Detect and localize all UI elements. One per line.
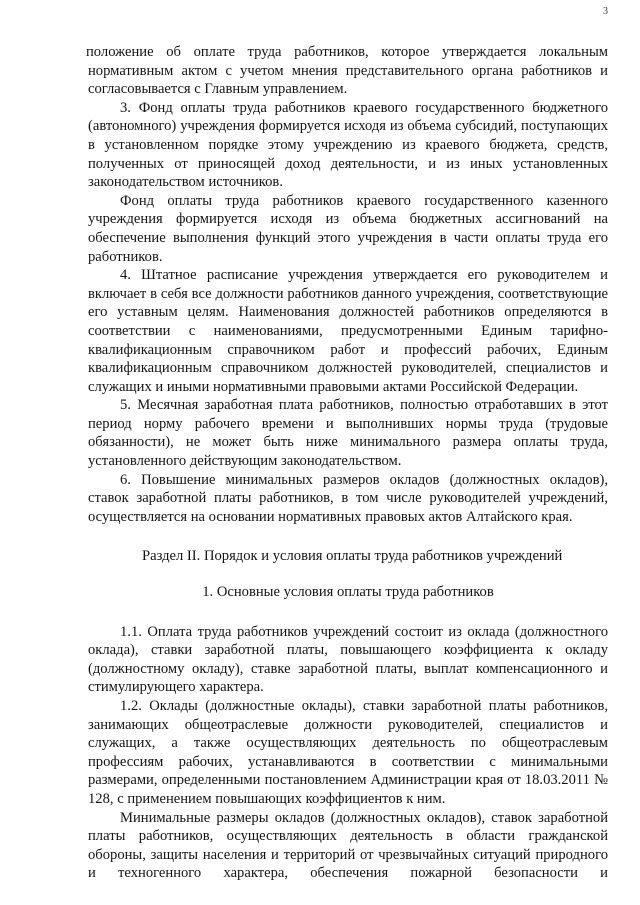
document-body xyxy=(88,43,608,883)
paragraph-1-1: 1.1. Оплата труда работников учреждений состоит из оклада (должностного оклада), ставки заработной платы, повышающего коэффициента к окладу (должностному окладу), ставке заработной платы, выплат компенсационного и стимулирующего характера. xyxy=(88,623,608,696)
section-title: Раздел II. Порядок и условия оплаты труда работников учреждений xyxy=(142,548,563,565)
section-subtitle: 1. Основные условия оплаты труда работников xyxy=(202,584,494,601)
page-number: 3 xyxy=(603,6,608,17)
paragraph-5: 5. Месячная заработная плата работников, полностью отработавших в этот период норму рабочего времени и выполнивших нормы труда (трудовые обязанности), не может быть ниже минимального размера оплаты труда, установленного действующим законодательством. xyxy=(88,397,608,470)
paragraph-minimal-sizes: Минимальные размеры окладов (должностных окладов), ставок заработной платы работников, осуществляющих деятельность в области гражданской обороны, защиты населения и территорий от чрезвычайных ситуаций природного и техногенного характера, обеспечения пожарной безопасности и xyxy=(88,809,608,882)
paragraph-4: 4. Штатное расписание учреждения утверждается его руководителем и включает в себя все должности работников данного учреждения, соответствующие его уставным целям. Наименования должностей работников определяются в соответствии с наименованиями, предусмотренными Единым тарифно-квалификационным справочником работ и профессий рабочих, Единым квалификационным справочником должностей руководителей, специалистов и служащих и иными нормативными правовыми актами Российской Федерации. xyxy=(88,267,608,395)
paragraph-1-2: 1.2. Оклады (должностные оклады), ставки заработной платы работников, занимающих общеотраслевые должности руководителей, специалистов и служащих, а также осуществляющих деятельность по общеотраслевым профессиям рабочих, устанавливаются в соответствии с минимальными размерами, определенными постановлением Администрации края от 18.03.2011 № 128, с применением повышающих коэффициентов к ним. xyxy=(88,698,608,807)
paragraph-6: 6. Повышение минимальных размеров окладов (должностных окладов), ставок заработной платы работников, в том числе руководителей учреждений, осуществляется на основании нормативных правовых актов Алтайского края. xyxy=(88,471,608,525)
paragraph-fund-kazennoe: Фонд оплаты труда работников краевого государственного казенного учреждения формируется исходя из объема бюджетных ассигнований на обеспечение выполнения функций этого учреждения в части оплаты труда его работников. xyxy=(88,192,608,265)
paragraph-3: 3. Фонд оплаты труда работников краевого государственного бюджетного (автономного) учреждения формируется исходя из объема субсидий, поступающих в установленном порядке этому учреждению из краевого бюджета, средств, полученных от приносящей доход деятельности, и из иных установленных законодательством источников. xyxy=(88,99,608,191)
paragraph-continuation: положение об оплате труда работников, которое утверждается локальным нормативным актом с учетом мнения представительного органа работников и согласовывается с Главным управлением. xyxy=(86,44,608,98)
